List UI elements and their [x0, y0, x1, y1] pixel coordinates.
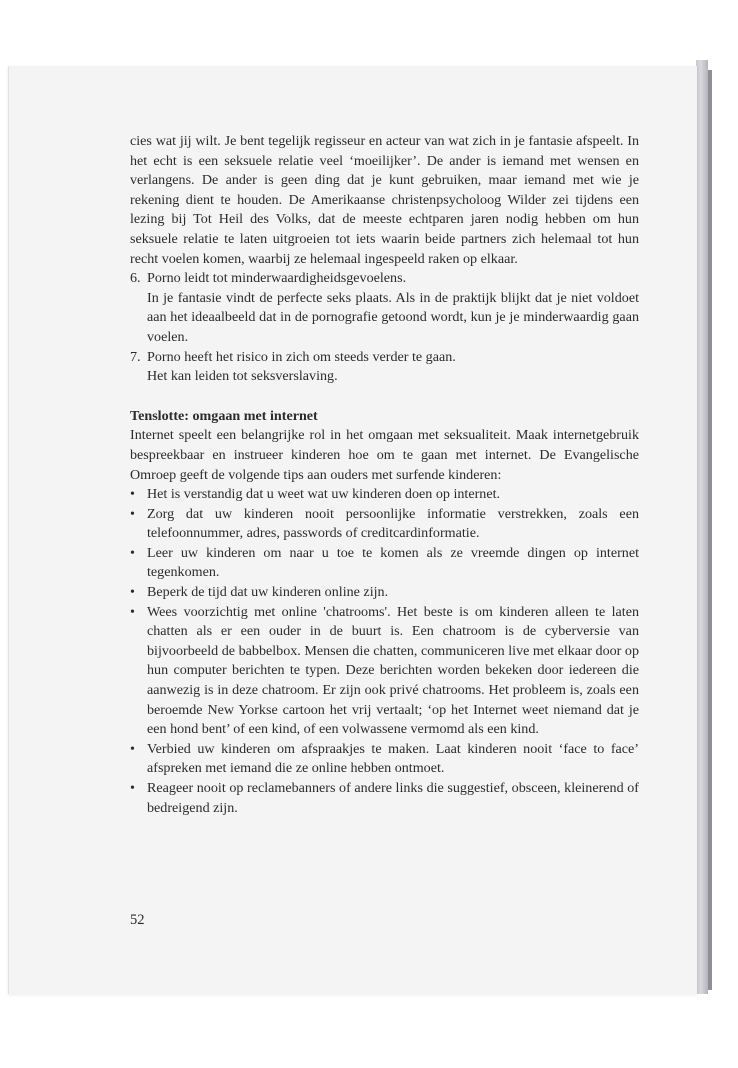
- item-number: 7.: [130, 348, 141, 365]
- page-number: 52: [130, 912, 145, 928]
- item-body: Het kan leiden tot seksverslaving.: [147, 368, 338, 385]
- item-title: Porno heeft het risico in zich om steeds verder te gaan.: [147, 348, 456, 365]
- tips-list: [130, 485, 639, 818]
- bullet-icon: •: [130, 740, 135, 757]
- item-title: Porno leidt tot minderwaardigheidsgevoelens.: [147, 270, 407, 287]
- list-item: • Verbied uw kinderen om afspraakjes te maken. Laat kinderen nooit ‘face to face’ afspreken met iemand die ze online hebben ontmoet.: [130, 740, 639, 777]
- list-item: • Wees voorzichtig met online 'chatrooms'. Het beste is om kinderen alleen te laten chatten als er een ouder in de buurt is. Een chatroom is de cyberversie van bijvoorbeeld de babbelbox. Mensen die chatten, communiceren live met elkaar door op hun computer berichten te typen. Deze berichten worden bekeken door iedereen die aanwezig is in deze chatroom. Er zijn ook privé chatrooms. Het probleem is, zoals een beroemde New Yorkse cartoon het vrij vertaalt; ‘op het Internet weet niemand dat je een hond bent’ of een kind, of een volwassene vermomd als een kind.: [130, 603, 639, 738]
- page-content: [130, 132, 639, 818]
- numbered-item-7: [130, 348, 639, 387]
- item-body: In je fantasie vindt de perfecte seks plaats. Als in de praktijk blijkt dat je niet voldoet aan het ideaalbeeld dat in de pornografie getoond wordt, kun je je minderwaardig gaan voelen.: [147, 289, 639, 345]
- bullet-icon: •: [130, 505, 135, 522]
- item-number: 6.: [130, 270, 141, 287]
- numbered-item-6: [130, 269, 639, 347]
- list-item: • Leer uw kinderen om naar u toe te komen als ze vreemde dingen op internet tegenkomen.: [130, 544, 639, 581]
- page-edge-shadow: [696, 60, 708, 994]
- list-item: • Het is verstandig dat u weet wat uw kinderen doen op internet.: [130, 485, 639, 505]
- bullet-icon: •: [130, 584, 135, 601]
- section-intro: Internet speelt een belangrijke rol in het omgaan met seksualiteit. Maak internetgebruik bespreekbaar en instrueer kinderen hoe om te gaan met internet. De Evangelische Omroep geeft de volgende tips aan ouders met surfende kinderen:: [130, 427, 639, 483]
- section-heading: Tenslotte: omgaan met internet: [130, 407, 318, 424]
- list-item: • Beperk de tijd dat uw kinderen online zijn.: [130, 583, 639, 603]
- continued-paragraph: cies wat jij wilt. Je bent tegelijk regisseur en acteur van wat zich in je fantasie afspeelt. In het echt is een seksuele relatie veel ‘moeilijker’. De ander is iemand met wensen en verlangens. De ander is geen ding dat je kunt gebruiken, maar iemand met wie je rekening dient te houden. De Amerikaanse christenpsycholoog Wilder zei tijdens een lezing bij Tot Heil des Volks, dat de meeste echtparen jaren nodig hebben om hun seksuele relatie te laten uitgroeien tot iets waarin beide partners zich helemaal tot hun recht voelen komen, waarbij ze helemaal ingespeeld raken op elkaar.: [130, 133, 639, 267]
- bullet-icon: •: [130, 603, 135, 620]
- bullet-icon: •: [130, 486, 135, 503]
- list-item: • Reageer nooit op reclamebanners of andere links die suggestief, obsceen, kleinerend of bedreigend zijn.: [130, 780, 639, 816]
- list-item: • Zorg dat uw kinderen nooit persoonlijke informatie verstrekken, zoals een telefoonnummer, adres, passwords of creditcardinformatie.: [130, 505, 639, 542]
- page-edge-dark: [708, 70, 712, 990]
- bullet-icon: •: [130, 780, 135, 796]
- bullet-icon: •: [130, 544, 135, 561]
